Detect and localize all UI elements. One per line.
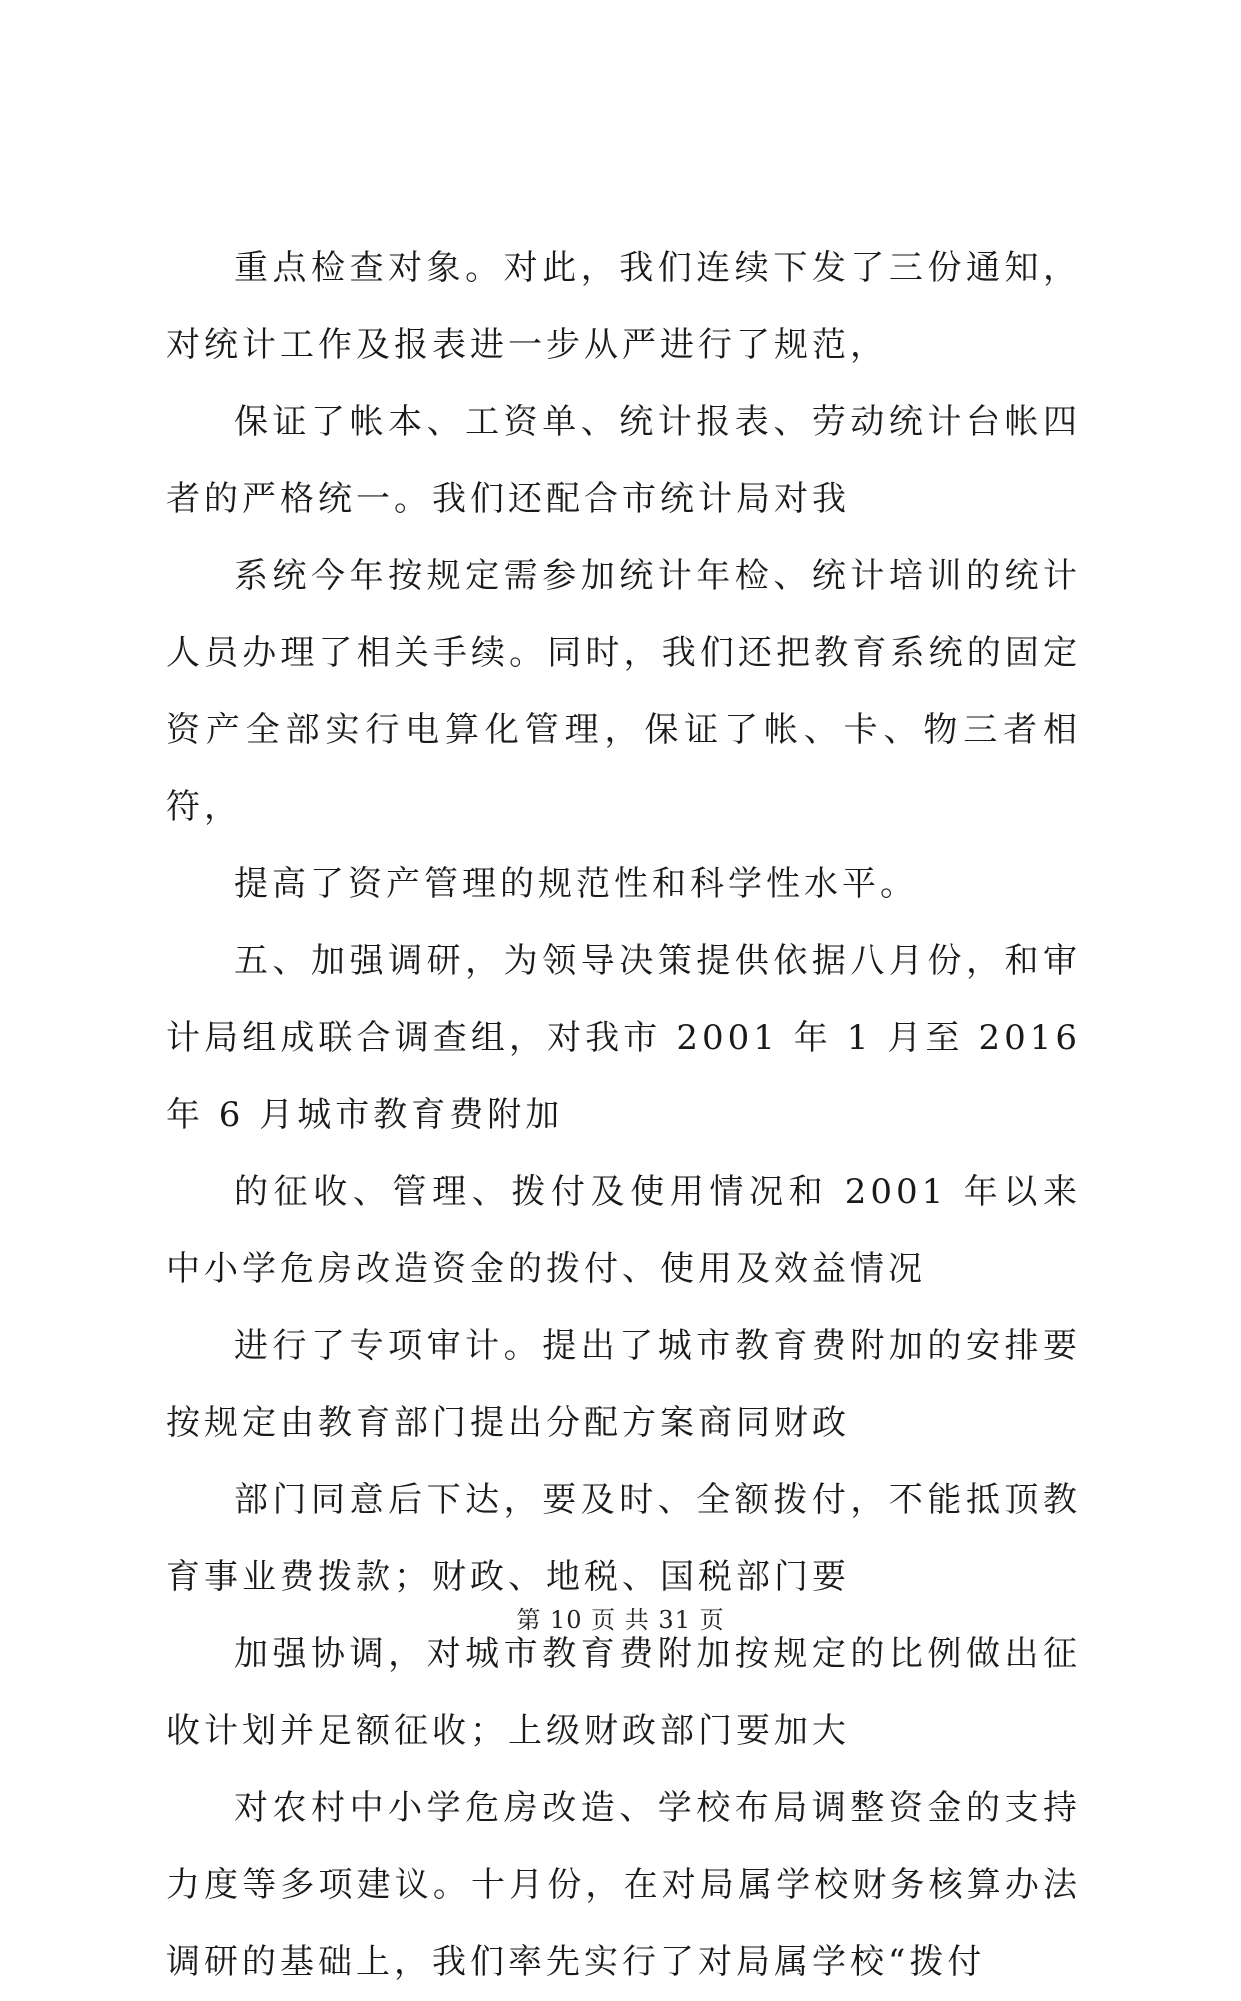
paragraph: 重点检查对象。对此，我们连续下发了三份通知，对统计工作及报表进一步从严进行了规范， [166,248,1081,365]
page-number-footer: 第 10 页 共 31 页 [516,1606,725,1634]
paragraph: 系统今年按规定需参加统计年检、统计培训的统计人员办理了相关手续。同时，我们还把教育系统的固定资产全部实行电算化管理，保证了帐、卡、物三者相符， [166,556,1081,827]
paragraph: 进行了专项审计。提出了城市教育费附加的安排要按规定由教育部门提出分配方案商同财政 [166,1326,1081,1443]
paragraph: 提高了资产管理的规范性和科学性水平。 [234,864,918,904]
paragraph: 对农村中小学危房改造、学校布局调整资金的支持力度等多项建议。十月份，在对局属学校财务核算办法调研的基础上，我们率先实行了对局属学校“拨付 [166,1788,1081,1982]
paragraph: 保证了帐本、工资单、统计报表、劳动统计台帐四者的严格统一。我们还配合市统计局对我 [166,402,1081,519]
paragraph: 的征收、管理、拨付及使用情况和 2001 年以来中小学危房改造资金的拨付、使用及效益情况 [166,1172,1081,1289]
paragraph: 部门同意后下达，要及时、全额拨付，不能抵顶教育事业费拨款；财政、地税、国税部门要 [166,1480,1081,1597]
document-body [166,230,1081,2001]
paragraph: 五、加强调研，为领导决策提供依据八月份，和审计局组成联合调查组，对我市 2001 年 1 月至 2016 年 6 月城市教育费附加 [166,941,1081,1135]
paragraph: 加强协调，对城市教育费附加按规定的比例做出征收计划并足额征收；上级财政部门要加大 [166,1634,1081,1751]
